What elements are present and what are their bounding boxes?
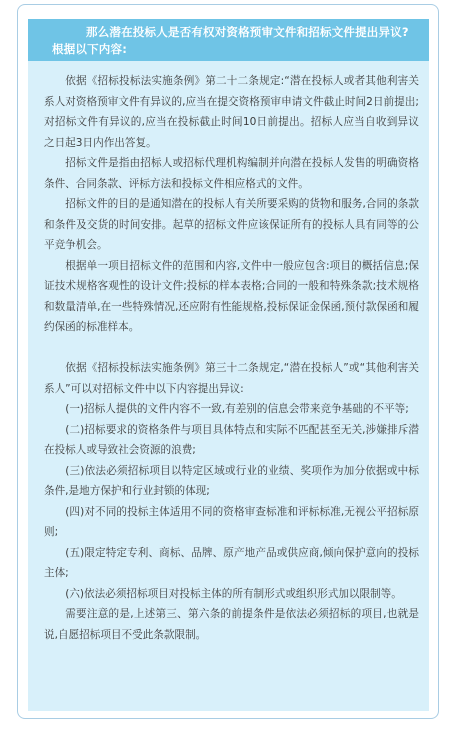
list-item-2: (二)招标要求的资格条件与项目具体特点和实际不匹配甚至无关,涉嫌排斥潜在投标人或导致社会资源的浪费; <box>44 423 419 456</box>
list-item-1: (一)招标人提供的文件内容不一致,有差别的信息会带来竞争基础的不平等; <box>65 403 409 415</box>
paragraph-purpose: 招标文件的目的是通知潜在的投标人有关所要采购的货物和服务,合同的条款和条件及交货的时间安排。起草的招标文件应该保证所有的投标人具有同等的公平竞争机会。 <box>44 198 419 251</box>
list-item-6: (六)依法必须招标项目对投标主体的所有制形式或组织形式加以限制等。 <box>65 587 402 600</box>
list-item-3: (三)依法必须招标项目以特定区域或行业的业绩、奖项作为加分依据或中标条件,是地方保护和行业封锁的体现; <box>44 464 419 497</box>
answer-body <box>28 61 429 711</box>
paragraph-definition: 招标文件是指由招标人或招标代理机构编制并向潜在投标人发售的明确资格条件、合同条款、评标方法和投标文件相应格式的文件。 <box>44 157 419 190</box>
list-item-4: (四)对不同的投标主体适用不同的资格审查标准和评标标准,无视公平招标原则; <box>44 505 419 538</box>
question-header <box>28 19 429 61</box>
blank-line <box>44 338 419 359</box>
question-text: 那么潜在投标人是否有权对资格预审文件和招标文件提出异议?根据以下内容: <box>52 25 409 56</box>
paragraph-note: 需要注意的是,上述第三、第六条的前提条件是依法必须招标的项目,也就是说,自愿招标项目不受此条款限制。 <box>44 608 419 641</box>
paragraph-article-22: 依据《招标投标法实施条例》第二十二条规定:“潜在投标人或者其他利害关系人对资格预审文件有异议的,应当在提交资格预审申请文件截止时间2日前提出;对招标文件有异议的,应当在投标截止时间10日前提出。招标人应当自收到异议之日起3日内作出答复。 <box>44 75 419 149</box>
paragraph-contents: 根据单一项目招标文件的范围和内容,文件中一般应包含:项目的概括信息;保证技术规格客观性的设计文件;投标的样本表格;合同的一般和特殊条款;技术规格和数量清单,在一些特殊情况,还应附有性能规格,投标保证金保函,预付款保函和履约保函的标准样本。 <box>44 259 419 333</box>
paragraph-article-32: 依据《招标投标法实施条例》第三十二条规定,“潜在投标人”或“其他利害关系人”可以对招标文件中以下内容提出异议: <box>44 362 419 395</box>
list-item-5: (五)限定特定专利、商标、品牌、原产地产品或供应商,倾向保护意向的投标主体; <box>44 546 419 579</box>
